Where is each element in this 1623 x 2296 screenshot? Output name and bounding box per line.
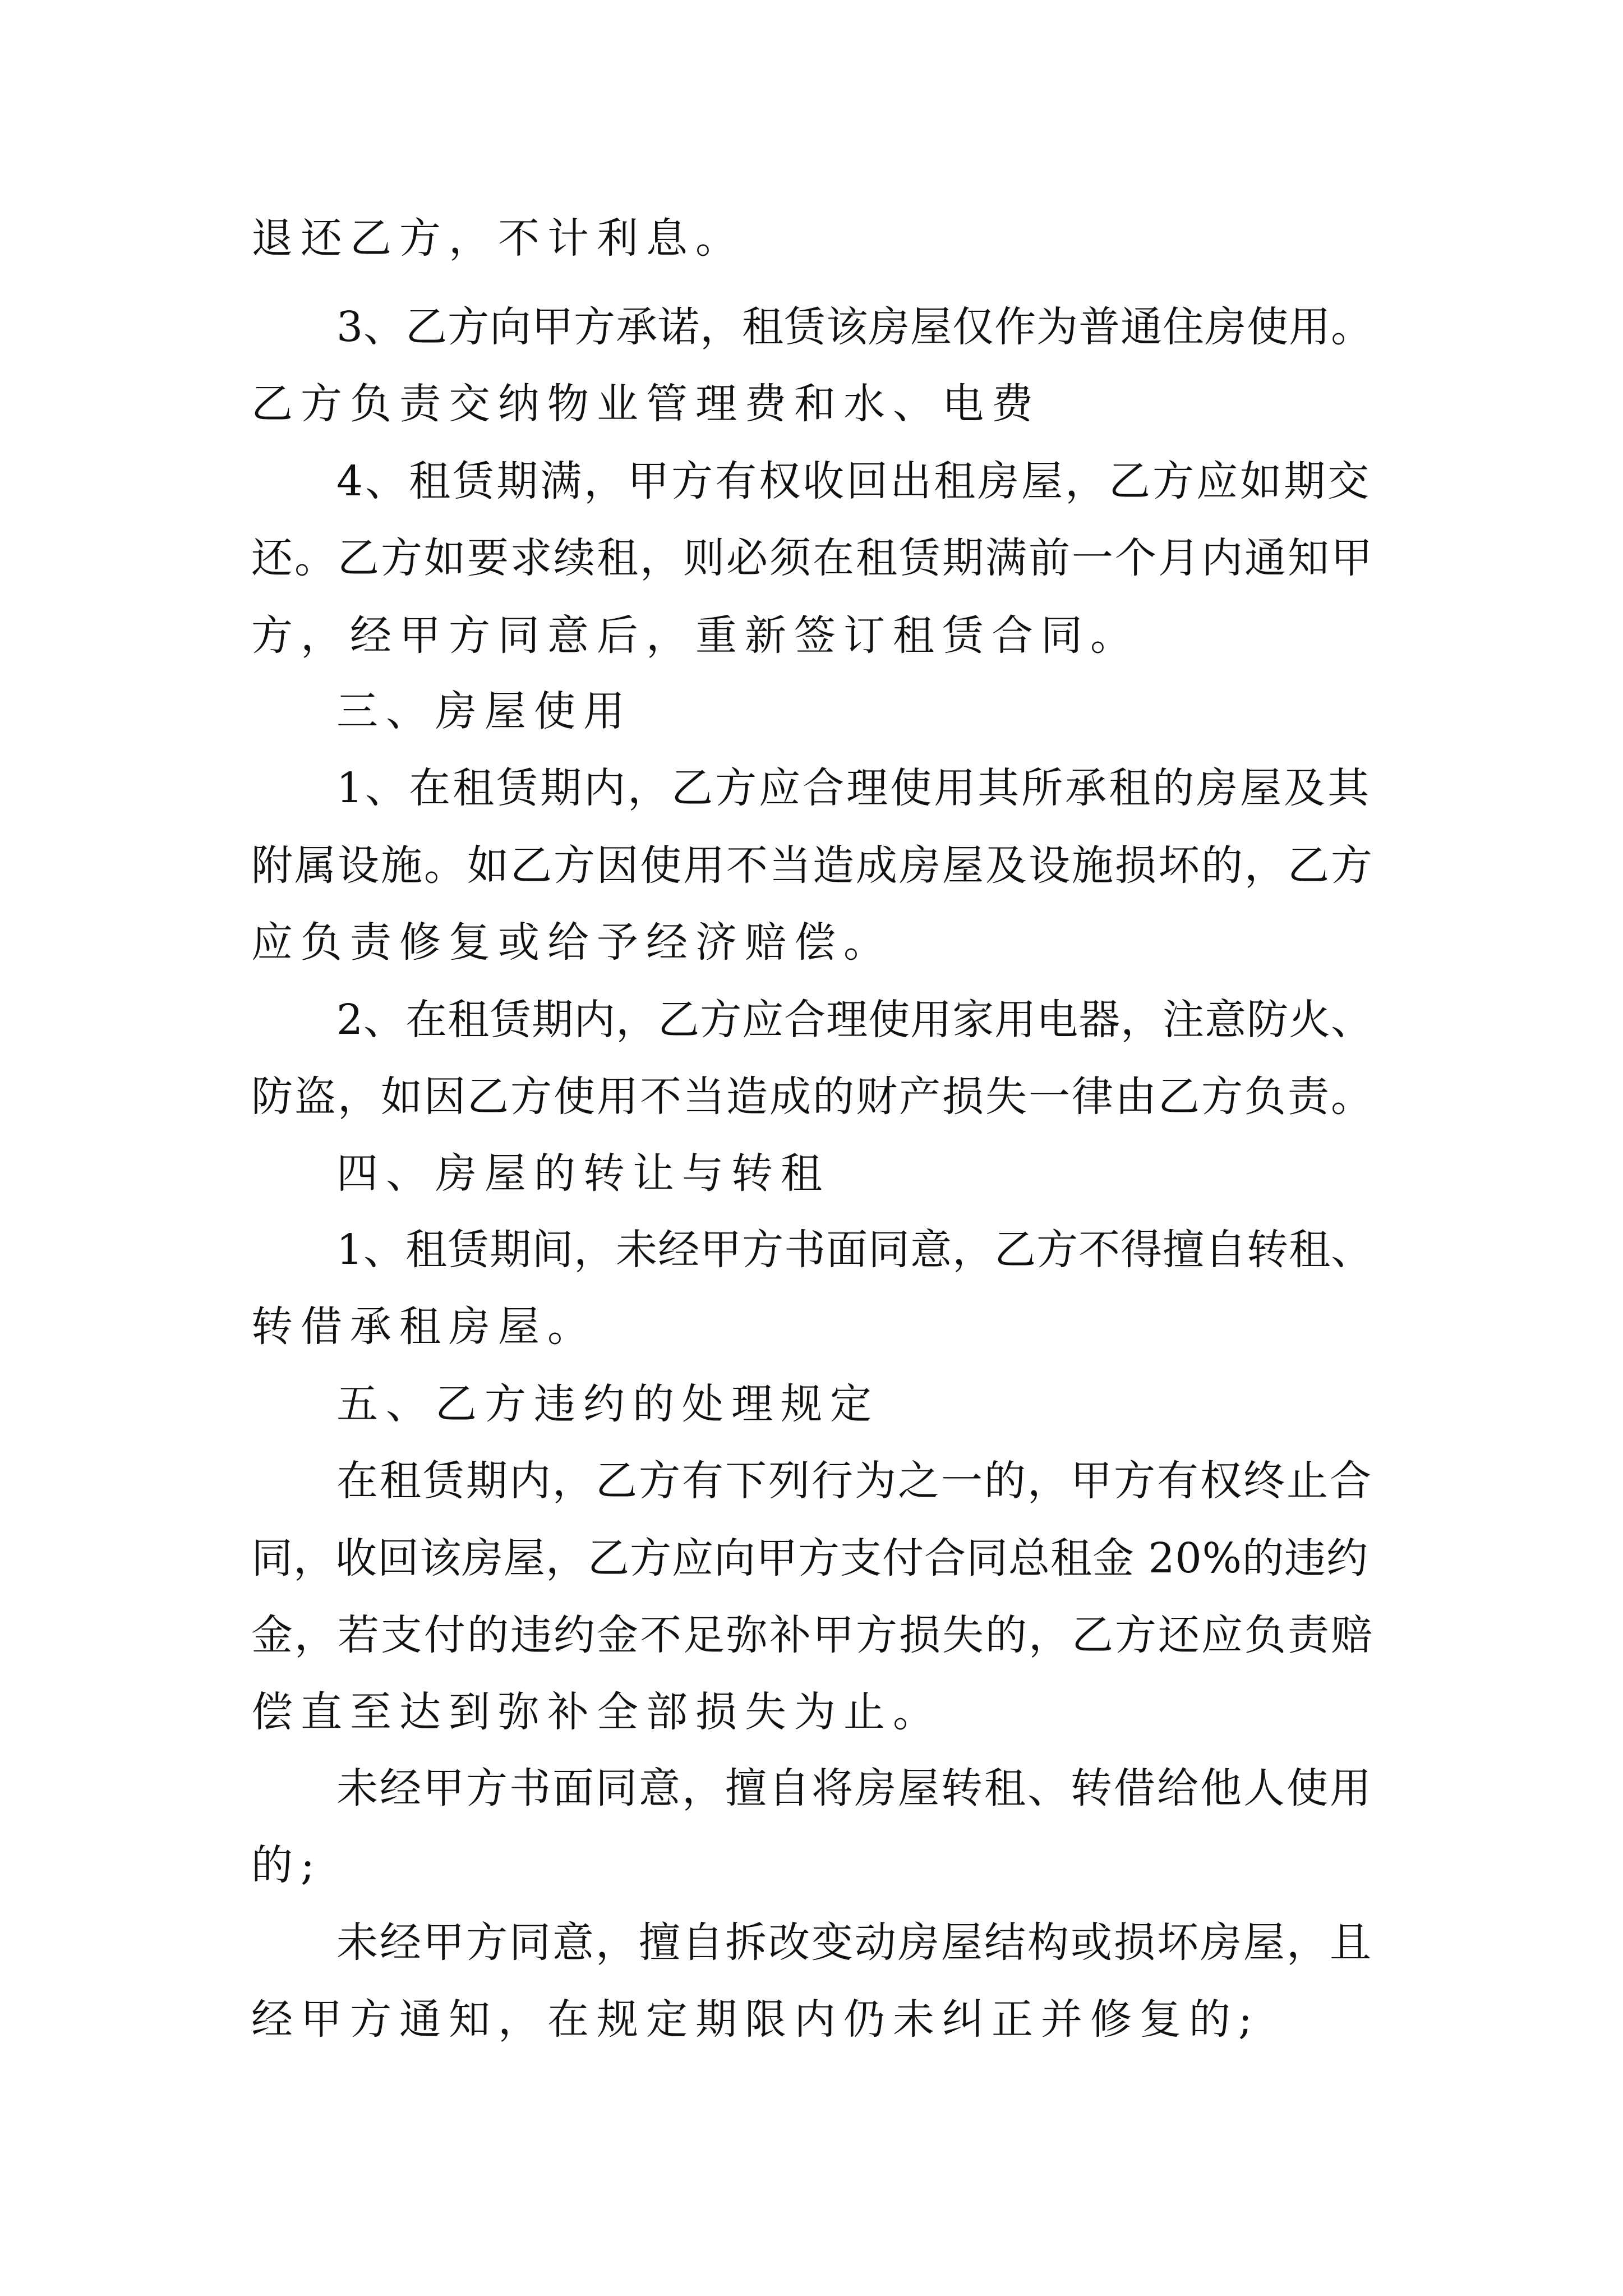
body-text-line: 金，若支付的违约金不足弥补甲方损失的，乙方还应负责赔 xyxy=(251,1611,1374,1659)
section-heading: 三、房屋使用 xyxy=(336,687,633,735)
body-text-line: 方，经甲方同意后，重新签订租赁合同。 xyxy=(251,611,1140,660)
body-text-line: 的; xyxy=(251,1841,322,1889)
body-text-line: 经甲方通知，在规定期限内仍未纠正并修复的; xyxy=(251,1995,1260,2044)
body-text-line: 应负责修复或给予经济赔偿。 xyxy=(251,918,893,967)
body-text-line: 偿直至达到弥补全部损失为止。 xyxy=(251,1688,942,1736)
body-text-line: 4、租赁期满，甲方有权收回出租房屋，乙方应如期交 xyxy=(336,457,1372,505)
body-text-line: 附属设施。如乙方因使用不当造成房屋及设施损坏的，乙方 xyxy=(251,841,1374,890)
body-text-line: 2、在租赁期内，乙方应合理使用家用电器，注意防火、 xyxy=(336,996,1373,1044)
section-heading: 五、乙方违约的处理规定 xyxy=(336,1380,879,1428)
body-text-line: 还。乙方如要求续租，则必须在租赁期满前一个月内通知甲 xyxy=(251,534,1374,582)
body-text-line: 3、乙方向甲方承诺，租赁该房屋仅作为普通住房使用。 xyxy=(336,303,1373,351)
section-heading: 四、房屋的转让与转租 xyxy=(336,1149,830,1198)
body-text-line: 乙方负责交纳物业管理费和水、电费 xyxy=(251,380,1041,428)
body-text-line: 防盗，如因乙方使用不当造成的财产损失一律由乙方负责。 xyxy=(251,1073,1374,1121)
body-text-line: 未经甲方同意，擅自拆改变动房屋结构或损坏房屋，且 xyxy=(336,1918,1373,1967)
body-text-line: 1、在租赁期内，乙方应合理使用其所承租的房屋及其 xyxy=(336,764,1372,812)
body-text-line: 同，收回该房屋，乙方应向甲方支付合同总租金 20%的违约 xyxy=(251,1534,1368,1582)
body-text-line: 未经甲方书面同意，擅自将房屋转租、转借给他人使用 xyxy=(336,1764,1373,1812)
body-text-line: 退还乙方，不计利息。 xyxy=(251,214,745,263)
body-text-line: 转借承租房屋。 xyxy=(251,1303,597,1351)
body-text-line: 1、租赁期间，未经甲方书面同意，乙方不得擅自转租、 xyxy=(336,1226,1373,1274)
body-text-line: 在租赁期内，乙方有下列行为之一的，甲方有权终止合 xyxy=(336,1457,1373,1505)
